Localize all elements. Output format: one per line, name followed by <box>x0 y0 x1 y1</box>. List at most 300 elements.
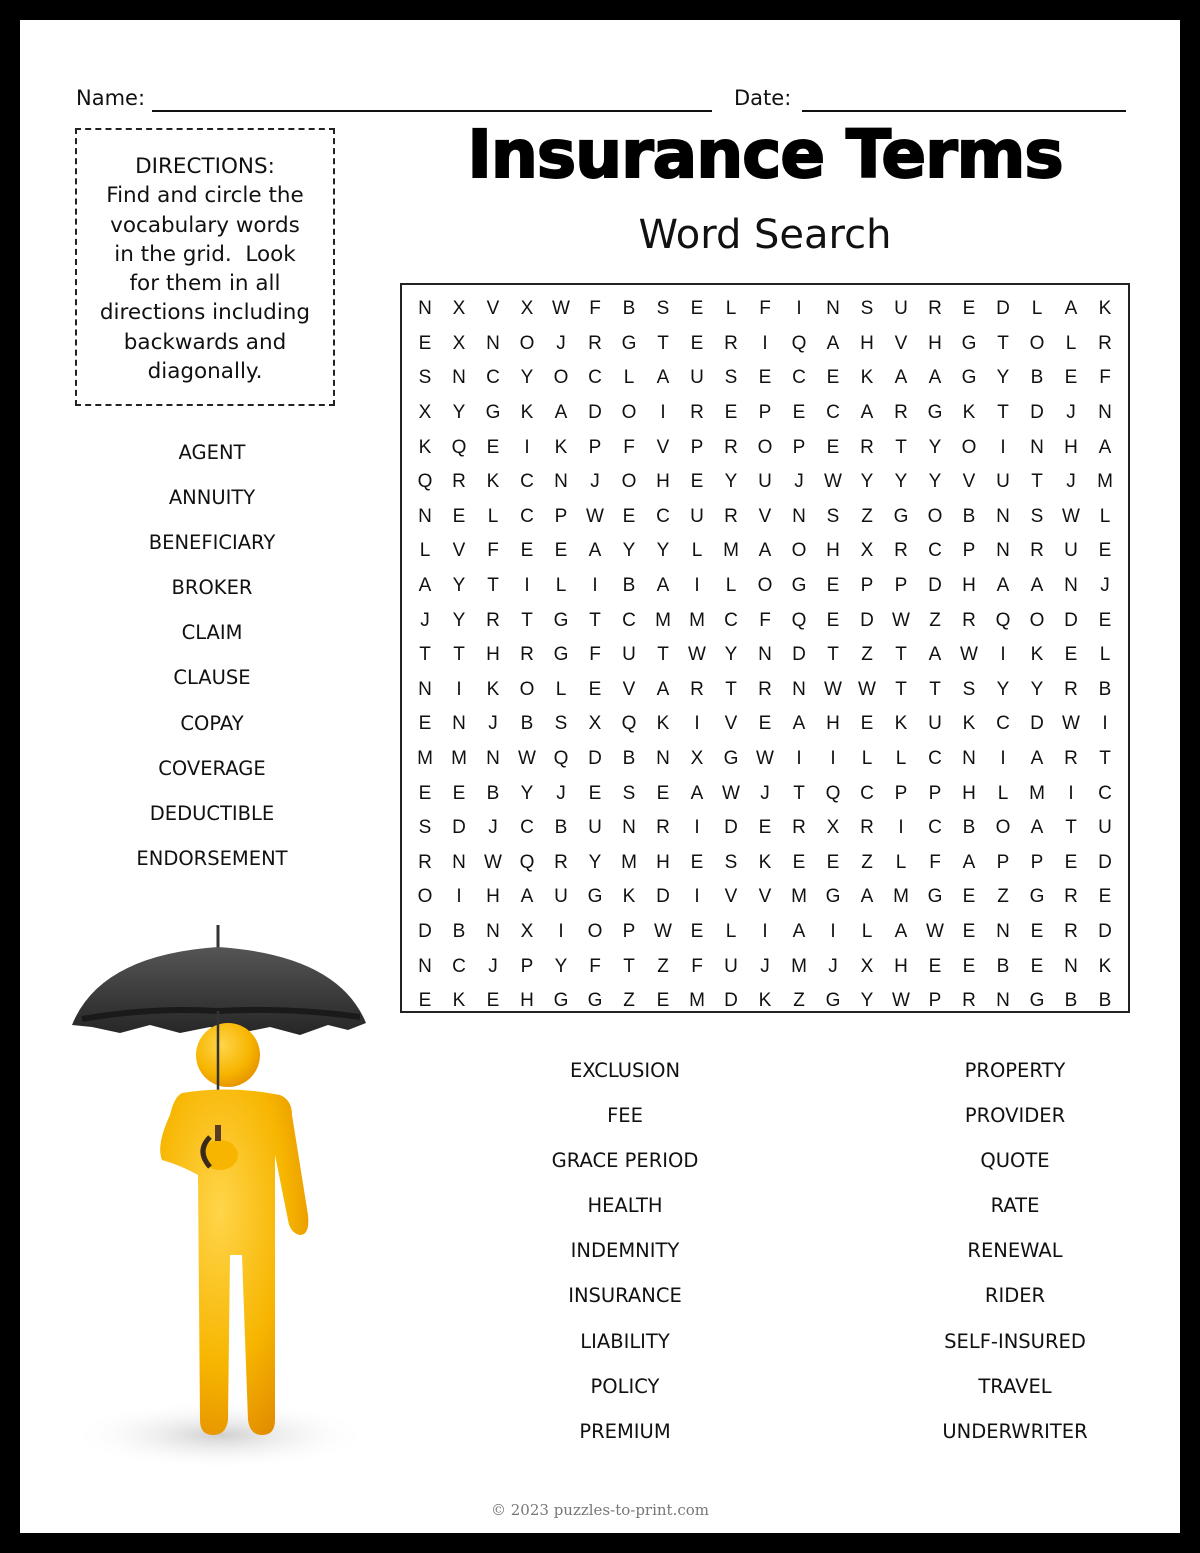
grid-letter-cell[interactable]: E <box>418 990 432 1012</box>
grid-letter-cell[interactable]: I <box>524 575 530 597</box>
grid-letter-cell[interactable]: L <box>1031 298 1043 320</box>
grid-letter-cell[interactable]: E <box>656 990 670 1012</box>
grid-letter-cell[interactable]: A <box>1064 298 1078 320</box>
grid-letter-cell[interactable]: W <box>960 644 978 666</box>
grid-letter-cell[interactable]: K <box>758 990 772 1012</box>
grid-letter-cell[interactable]: X <box>520 298 534 320</box>
grid-letter-cell[interactable]: U <box>894 298 908 320</box>
grid-letter-cell[interactable]: A <box>1098 436 1112 458</box>
grid-letter-cell[interactable]: K <box>486 678 500 700</box>
grid-letter-cell[interactable]: E <box>758 367 772 389</box>
grid-letter-cell[interactable]: M <box>655 609 671 631</box>
grid-letter-cell[interactable]: T <box>487 575 499 597</box>
grid-letter-cell[interactable]: V <box>894 332 908 354</box>
grid-letter-cell[interactable]: J <box>556 332 566 354</box>
grid-letter-cell[interactable]: X <box>860 955 874 977</box>
grid-letter-cell[interactable]: M <box>1029 782 1045 804</box>
grid-letter-cell[interactable]: T <box>419 644 431 666</box>
grid-letter-cell[interactable]: K <box>486 471 500 493</box>
grid-letter-cell[interactable]: H <box>962 782 976 804</box>
grid-letter-cell[interactable]: P <box>996 851 1010 873</box>
grid-letter-cell[interactable]: I <box>1068 782 1074 804</box>
grid-letter-cell[interactable]: Q <box>995 609 1011 631</box>
grid-letter-cell[interactable]: T <box>1031 471 1043 493</box>
grid-letter-cell[interactable]: S <box>418 367 432 389</box>
grid-letter-cell[interactable]: C <box>622 609 636 631</box>
grid-letter-cell[interactable]: R <box>690 678 704 700</box>
grid-letter-cell[interactable]: G <box>587 886 603 908</box>
grid-letter-cell[interactable]: R <box>554 851 568 873</box>
grid-letter-cell[interactable]: Y <box>724 644 738 666</box>
grid-letter-cell[interactable]: J <box>760 955 770 977</box>
grid-letter-cell[interactable]: E <box>826 609 840 631</box>
grid-letter-cell[interactable]: A <box>758 540 772 562</box>
grid-letter-cell[interactable]: L <box>1099 644 1111 666</box>
grid-letter-cell[interactable]: S <box>724 367 738 389</box>
grid-letter-cell[interactable]: Y <box>894 471 908 493</box>
grid-letter-cell[interactable]: L <box>691 540 703 562</box>
grid-letter-cell[interactable]: K <box>554 436 568 458</box>
grid-letter-cell[interactable]: R <box>1064 886 1078 908</box>
grid-letter-cell[interactable]: T <box>623 955 635 977</box>
grid-letter-cell[interactable]: U <box>690 367 704 389</box>
grid-letter-cell[interactable]: G <box>587 990 603 1012</box>
grid-letter-cell[interactable]: Y <box>860 990 874 1012</box>
grid-letter-cell[interactable]: B <box>622 575 636 597</box>
grid-letter-cell[interactable]: W <box>1062 505 1080 527</box>
grid-letter-cell[interactable]: P <box>520 955 534 977</box>
grid-letter-cell[interactable]: O <box>587 920 603 942</box>
grid-letter-cell[interactable]: G <box>893 505 909 527</box>
grid-letter-cell[interactable]: X <box>860 540 874 562</box>
grid-letter-cell[interactable]: O <box>1029 609 1045 631</box>
grid-letter-cell[interactable]: E <box>588 678 602 700</box>
grid-letter-cell[interactable]: C <box>928 817 942 839</box>
grid-letter-cell[interactable]: Y <box>520 782 534 804</box>
grid-letter-cell[interactable]: Z <box>997 886 1009 908</box>
grid-letter-cell[interactable]: D <box>724 817 738 839</box>
grid-letter-cell[interactable]: N <box>554 471 568 493</box>
grid-letter-cell[interactable]: I <box>456 678 462 700</box>
grid-letter-cell[interactable]: D <box>792 644 806 666</box>
grid-letter-cell[interactable]: O <box>1029 332 1045 354</box>
grid-letter-cell[interactable]: B <box>622 748 636 770</box>
grid-letter-cell[interactable]: E <box>1064 644 1078 666</box>
grid-letter-cell[interactable]: G <box>825 886 841 908</box>
grid-letter-cell[interactable]: T <box>453 644 465 666</box>
grid-letter-cell[interactable]: N <box>1064 575 1078 597</box>
grid-letter-cell[interactable]: A <box>962 851 976 873</box>
grid-letter-cell[interactable]: G <box>553 644 569 666</box>
grid-letter-cell[interactable]: L <box>1099 505 1111 527</box>
grid-letter-cell[interactable]: R <box>418 851 432 873</box>
grid-letter-cell[interactable]: X <box>588 713 602 735</box>
grid-letter-cell[interactable]: G <box>1029 990 1045 1012</box>
grid-letter-cell[interactable]: O <box>927 505 943 527</box>
grid-letter-cell[interactable]: H <box>962 575 976 597</box>
grid-letter-cell[interactable]: I <box>830 748 836 770</box>
grid-letter-cell[interactable]: R <box>724 436 738 458</box>
grid-letter-cell[interactable]: I <box>694 575 700 597</box>
grid-letter-cell[interactable]: B <box>554 817 568 839</box>
grid-letter-cell[interactable]: I <box>762 332 768 354</box>
grid-letter-cell[interactable]: K <box>860 367 874 389</box>
grid-letter-cell[interactable]: R <box>758 678 772 700</box>
grid-letter-cell[interactable]: R <box>962 990 976 1012</box>
grid-letter-cell[interactable]: P <box>860 575 874 597</box>
grid-letter-cell[interactable]: R <box>656 817 670 839</box>
grid-letter-cell[interactable]: S <box>826 505 840 527</box>
grid-letter-cell[interactable]: B <box>486 782 500 804</box>
grid-letter-cell[interactable]: I <box>694 713 700 735</box>
grid-letter-cell[interactable]: F <box>759 609 771 631</box>
grid-letter-cell[interactable]: L <box>725 920 737 942</box>
grid-letter-cell[interactable]: I <box>1102 713 1108 735</box>
grid-letter-cell[interactable]: Y <box>622 540 636 562</box>
grid-letter-cell[interactable]: C <box>452 955 466 977</box>
grid-letter-cell[interactable]: L <box>725 298 737 320</box>
grid-letter-cell[interactable]: R <box>1064 678 1078 700</box>
grid-letter-cell[interactable]: A <box>928 644 942 666</box>
grid-letter-cell[interactable]: T <box>895 436 907 458</box>
grid-letter-cell[interactable]: Q <box>791 332 807 354</box>
grid-letter-cell[interactable]: E <box>1030 955 1044 977</box>
date-field-line[interactable] <box>802 110 1126 112</box>
grid-letter-cell[interactable]: E <box>826 851 840 873</box>
name-field-line[interactable] <box>152 110 712 112</box>
grid-letter-cell[interactable]: A <box>1030 748 1044 770</box>
grid-letter-cell[interactable]: H <box>826 540 840 562</box>
grid-letter-cell[interactable]: L <box>895 748 907 770</box>
grid-letter-cell[interactable]: N <box>622 817 636 839</box>
grid-letter-cell[interactable]: E <box>724 402 738 424</box>
grid-letter-cell[interactable]: K <box>1098 955 1112 977</box>
grid-letter-cell[interactable]: S <box>724 851 738 873</box>
grid-letter-cell[interactable]: F <box>589 644 601 666</box>
grid-letter-cell[interactable]: L <box>895 851 907 873</box>
grid-letter-cell[interactable]: A <box>996 575 1010 597</box>
grid-letter-cell[interactable]: E <box>486 436 500 458</box>
grid-letter-cell[interactable]: W <box>586 505 604 527</box>
grid-letter-cell[interactable]: E <box>962 920 976 942</box>
grid-letter-cell[interactable]: R <box>486 609 500 631</box>
grid-letter-cell[interactable]: D <box>1030 713 1044 735</box>
grid-letter-cell[interactable]: I <box>1000 748 1006 770</box>
grid-letter-cell[interactable]: N <box>1030 436 1044 458</box>
grid-letter-cell[interactable]: Y <box>996 367 1010 389</box>
grid-letter-cell[interactable]: Q <box>825 782 841 804</box>
grid-letter-cell[interactable]: G <box>1029 886 1045 908</box>
grid-letter-cell[interactable]: O <box>417 886 433 908</box>
grid-letter-cell[interactable]: A <box>1030 817 1044 839</box>
grid-letter-cell[interactable]: K <box>1098 298 1112 320</box>
grid-letter-cell[interactable]: A <box>554 402 568 424</box>
grid-letter-cell[interactable]: Z <box>861 644 873 666</box>
grid-letter-cell[interactable]: N <box>452 713 466 735</box>
grid-letter-cell[interactable]: A <box>894 920 908 942</box>
grid-letter-cell[interactable]: Y <box>452 575 466 597</box>
grid-letter-cell[interactable]: J <box>794 471 804 493</box>
grid-letter-cell[interactable]: O <box>757 436 773 458</box>
grid-letter-cell[interactable]: N <box>826 298 840 320</box>
grid-letter-cell[interactable]: O <box>757 575 773 597</box>
grid-letter-cell[interactable]: G <box>621 332 637 354</box>
grid-letter-cell[interactable]: Z <box>861 851 873 873</box>
grid-letter-cell[interactable]: L <box>725 575 737 597</box>
grid-letter-cell[interactable]: L <box>555 678 567 700</box>
grid-letter-cell[interactable]: N <box>656 748 670 770</box>
grid-letter-cell[interactable]: C <box>486 367 500 389</box>
grid-letter-cell[interactable]: N <box>1098 402 1112 424</box>
grid-letter-cell[interactable]: G <box>553 609 569 631</box>
grid-letter-cell[interactable]: R <box>1098 332 1112 354</box>
grid-letter-cell[interactable]: L <box>623 367 635 389</box>
grid-letter-cell[interactable]: P <box>894 782 908 804</box>
grid-letter-cell[interactable]: K <box>962 402 976 424</box>
grid-letter-cell[interactable]: N <box>792 678 806 700</box>
grid-letter-cell[interactable]: G <box>927 886 943 908</box>
grid-letter-cell[interactable]: E <box>758 713 772 735</box>
grid-letter-cell[interactable]: M <box>417 748 433 770</box>
grid-letter-cell[interactable]: C <box>928 540 942 562</box>
grid-letter-cell[interactable]: C <box>588 367 602 389</box>
grid-letter-cell[interactable]: A <box>894 367 908 389</box>
grid-letter-cell[interactable]: R <box>792 817 806 839</box>
grid-letter-cell[interactable]: I <box>830 920 836 942</box>
grid-letter-cell[interactable]: L <box>555 575 567 597</box>
grid-letter-cell[interactable]: E <box>826 575 840 597</box>
grid-letter-cell[interactable]: E <box>418 713 432 735</box>
grid-letter-cell[interactable]: R <box>520 644 534 666</box>
grid-letter-cell[interactable]: B <box>1098 678 1112 700</box>
grid-letter-cell[interactable]: E <box>452 505 466 527</box>
grid-letter-cell[interactable]: T <box>827 644 839 666</box>
grid-letter-cell[interactable]: N <box>996 920 1010 942</box>
grid-letter-cell[interactable]: R <box>724 332 738 354</box>
grid-letter-cell[interactable]: B <box>520 713 534 735</box>
grid-letter-cell[interactable]: M <box>893 886 909 908</box>
grid-letter-cell[interactable]: H <box>860 332 874 354</box>
grid-letter-cell[interactable]: S <box>554 713 568 735</box>
grid-letter-cell[interactable]: H <box>894 955 908 977</box>
grid-letter-cell[interactable]: X <box>690 748 704 770</box>
grid-letter-cell[interactable]: N <box>486 920 500 942</box>
grid-letter-cell[interactable]: E <box>928 955 942 977</box>
grid-letter-cell[interactable]: G <box>961 332 977 354</box>
grid-letter-cell[interactable]: M <box>689 609 705 631</box>
grid-letter-cell[interactable]: I <box>694 817 700 839</box>
grid-letter-cell[interactable]: I <box>694 886 700 908</box>
grid-letter-cell[interactable]: W <box>892 990 910 1012</box>
grid-letter-cell[interactable]: Q <box>451 436 467 458</box>
grid-letter-cell[interactable]: B <box>962 505 976 527</box>
grid-letter-cell[interactable]: X <box>520 920 534 942</box>
grid-letter-cell[interactable]: T <box>657 332 669 354</box>
grid-letter-cell[interactable]: E <box>826 436 840 458</box>
grid-letter-cell[interactable]: A <box>860 402 874 424</box>
grid-letter-cell[interactable]: P <box>690 436 704 458</box>
grid-letter-cell[interactable]: C <box>792 367 806 389</box>
grid-letter-cell[interactable]: W <box>518 748 536 770</box>
grid-letter-cell[interactable]: E <box>622 505 636 527</box>
grid-letter-cell[interactable]: W <box>824 678 842 700</box>
grid-letter-cell[interactable]: M <box>1097 471 1113 493</box>
grid-letter-cell[interactable]: W <box>688 644 706 666</box>
grid-letter-cell[interactable]: D <box>1030 402 1044 424</box>
grid-letter-cell[interactable]: Z <box>657 955 669 977</box>
grid-letter-cell[interactable]: E <box>1098 540 1112 562</box>
grid-letter-cell[interactable]: U <box>724 955 738 977</box>
grid-letter-cell[interactable]: M <box>723 540 739 562</box>
grid-letter-cell[interactable]: M <box>451 748 467 770</box>
grid-letter-cell[interactable]: C <box>996 713 1010 735</box>
grid-letter-cell[interactable]: U <box>1064 540 1078 562</box>
grid-letter-cell[interactable]: E <box>418 332 432 354</box>
grid-letter-cell[interactable]: N <box>996 990 1010 1012</box>
grid-letter-cell[interactable]: Y <box>928 436 942 458</box>
grid-letter-cell[interactable]: D <box>588 402 602 424</box>
grid-letter-cell[interactable]: D <box>1098 920 1112 942</box>
grid-letter-cell[interactable]: F <box>487 540 499 562</box>
grid-letter-cell[interactable]: O <box>961 436 977 458</box>
grid-letter-cell[interactable]: Z <box>861 505 873 527</box>
grid-letter-cell[interactable]: T <box>725 678 737 700</box>
grid-letter-cell[interactable]: I <box>660 402 666 424</box>
grid-letter-cell[interactable]: H <box>656 471 670 493</box>
grid-letter-cell[interactable]: R <box>894 540 908 562</box>
grid-letter-cell[interactable]: E <box>1098 609 1112 631</box>
grid-letter-cell[interactable]: N <box>418 298 432 320</box>
grid-letter-cell[interactable]: U <box>928 713 942 735</box>
grid-letter-cell[interactable]: B <box>1064 990 1078 1012</box>
grid-letter-cell[interactable]: J <box>590 471 600 493</box>
grid-letter-cell[interactable]: P <box>928 782 942 804</box>
grid-letter-cell[interactable]: S <box>656 298 670 320</box>
grid-letter-cell[interactable]: V <box>622 678 636 700</box>
grid-letter-cell[interactable]: W <box>756 748 774 770</box>
grid-letter-cell[interactable]: C <box>724 609 738 631</box>
grid-letter-cell[interactable]: Y <box>928 471 942 493</box>
grid-letter-cell[interactable]: M <box>689 990 705 1012</box>
grid-letter-cell[interactable]: O <box>995 817 1011 839</box>
grid-letter-cell[interactable]: D <box>724 990 738 1012</box>
grid-letter-cell[interactable]: H <box>928 332 942 354</box>
grid-letter-cell[interactable]: B <box>622 298 636 320</box>
grid-letter-cell[interactable]: B <box>996 955 1010 977</box>
grid-letter-cell[interactable]: N <box>962 748 976 770</box>
grid-letter-cell[interactable]: E <box>1064 367 1078 389</box>
grid-letter-cell[interactable]: H <box>486 644 500 666</box>
grid-letter-cell[interactable]: X <box>826 817 840 839</box>
grid-letter-cell[interactable]: E <box>588 782 602 804</box>
grid-letter-cell[interactable]: E <box>792 402 806 424</box>
grid-letter-cell[interactable]: G <box>927 402 943 424</box>
grid-letter-cell[interactable]: J <box>488 713 498 735</box>
grid-letter-cell[interactable]: S <box>418 817 432 839</box>
grid-letter-cell[interactable]: C <box>520 471 534 493</box>
grid-letter-cell[interactable]: G <box>485 402 501 424</box>
grid-letter-cell[interactable]: V <box>452 540 466 562</box>
grid-letter-cell[interactable]: N <box>452 367 466 389</box>
grid-letter-cell[interactable]: I <box>524 436 530 458</box>
grid-letter-cell[interactable]: T <box>895 678 907 700</box>
grid-letter-cell[interactable]: U <box>1098 817 1112 839</box>
grid-letter-cell[interactable]: A <box>1030 575 1044 597</box>
grid-letter-cell[interactable]: J <box>760 782 770 804</box>
grid-letter-cell[interactable]: W <box>722 782 740 804</box>
grid-letter-cell[interactable]: T <box>895 644 907 666</box>
grid-letter-cell[interactable]: I <box>796 748 802 770</box>
grid-letter-cell[interactable]: B <box>1030 367 1044 389</box>
grid-letter-cell[interactable]: V <box>724 886 738 908</box>
grid-letter-cell[interactable]: I <box>456 886 462 908</box>
grid-letter-cell[interactable]: Z <box>793 990 805 1012</box>
grid-letter-cell[interactable]: K <box>758 851 772 873</box>
grid-letter-cell[interactable]: A <box>588 540 602 562</box>
grid-letter-cell[interactable]: U <box>622 644 636 666</box>
grid-letter-cell[interactable]: E <box>452 782 466 804</box>
grid-letter-cell[interactable]: W <box>858 678 876 700</box>
grid-letter-cell[interactable]: O <box>519 332 535 354</box>
grid-letter-cell[interactable]: R <box>962 609 976 631</box>
grid-letter-cell[interactable]: Y <box>996 678 1010 700</box>
grid-letter-cell[interactable]: F <box>623 436 635 458</box>
grid-letter-cell[interactable]: D <box>1064 609 1078 631</box>
grid-letter-cell[interactable]: K <box>622 886 636 908</box>
grid-letter-cell[interactable]: Y <box>1030 678 1044 700</box>
grid-letter-cell[interactable]: E <box>690 851 704 873</box>
grid-letter-cell[interactable]: F <box>1099 367 1111 389</box>
grid-letter-cell[interactable]: I <box>592 575 598 597</box>
grid-letter-cell[interactable]: T <box>589 609 601 631</box>
grid-letter-cell[interactable]: T <box>1099 748 1111 770</box>
grid-letter-cell[interactable]: N <box>486 748 500 770</box>
grid-letter-cell[interactable]: P <box>894 575 908 597</box>
grid-letter-cell[interactable]: Y <box>452 609 466 631</box>
grid-letter-cell[interactable]: Y <box>656 540 670 562</box>
grid-letter-cell[interactable]: E <box>758 817 772 839</box>
grid-letter-cell[interactable]: J <box>828 955 838 977</box>
grid-letter-cell[interactable]: I <box>898 817 904 839</box>
grid-letter-cell[interactable]: O <box>621 402 637 424</box>
grid-letter-cell[interactable]: Q <box>553 748 569 770</box>
grid-letter-cell[interactable]: T <box>929 678 941 700</box>
grid-letter-cell[interactable]: J <box>488 817 498 839</box>
grid-letter-cell[interactable]: C <box>928 748 942 770</box>
grid-letter-cell[interactable]: E <box>962 955 976 977</box>
grid-letter-cell[interactable]: A <box>418 575 432 597</box>
grid-letter-cell[interactable]: P <box>1030 851 1044 873</box>
grid-letter-cell[interactable]: B <box>1098 990 1112 1012</box>
grid-letter-cell[interactable]: O <box>519 678 535 700</box>
grid-letter-cell[interactable]: A <box>520 886 534 908</box>
grid-letter-cell[interactable]: G <box>553 990 569 1012</box>
grid-letter-cell[interactable]: E <box>1098 886 1112 908</box>
grid-letter-cell[interactable]: N <box>758 644 772 666</box>
grid-letter-cell[interactable]: V <box>962 471 976 493</box>
grid-letter-cell[interactable]: P <box>962 540 976 562</box>
grid-letter-cell[interactable]: E <box>860 713 874 735</box>
grid-letter-cell[interactable]: V <box>758 886 772 908</box>
grid-letter-cell[interactable]: L <box>997 782 1009 804</box>
grid-letter-cell[interactable]: W <box>824 471 842 493</box>
grid-letter-cell[interactable]: V <box>656 436 670 458</box>
grid-letter-cell[interactable]: K <box>894 713 908 735</box>
grid-letter-cell[interactable]: Z <box>929 609 941 631</box>
grid-letter-cell[interactable]: C <box>656 505 670 527</box>
grid-letter-cell[interactable]: U <box>690 505 704 527</box>
grid-letter-cell[interactable]: L <box>1065 332 1077 354</box>
